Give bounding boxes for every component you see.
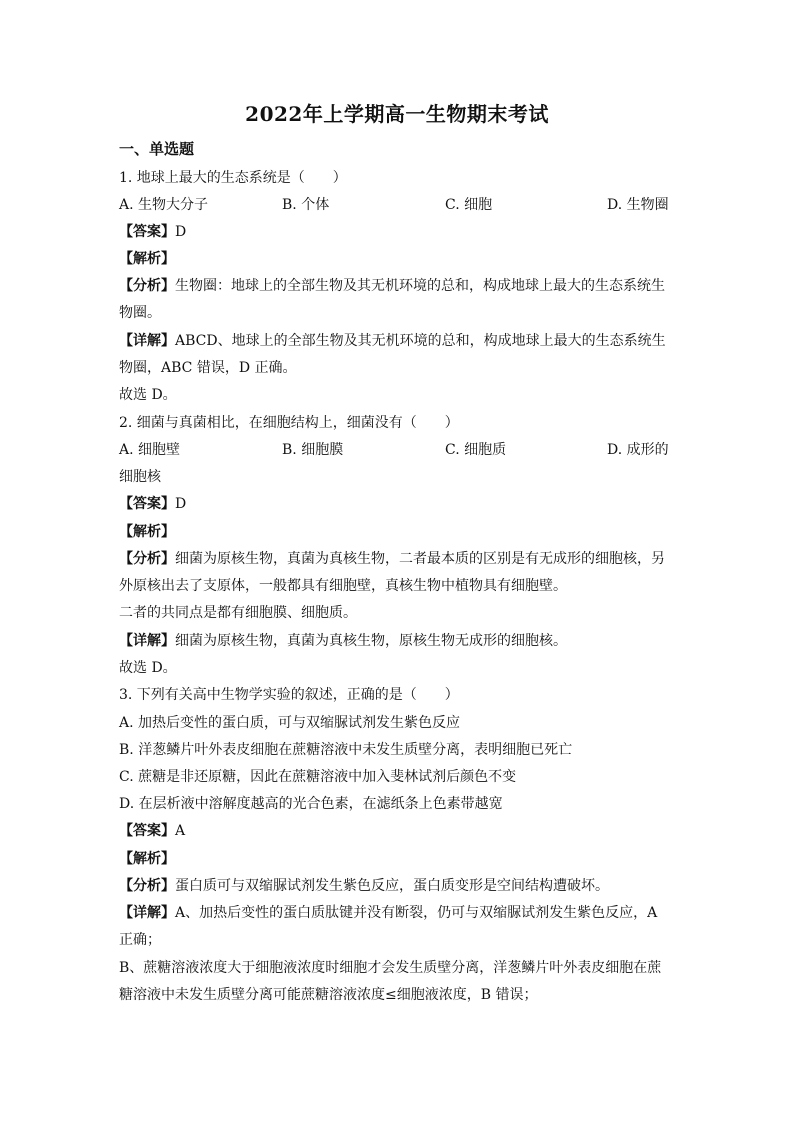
q3-jiexi: 【解析】 [119,851,175,867]
q2-option-b: B. 细胞膜 [282,442,344,458]
answer-value: D [175,224,187,240]
q1-option-d: D. 生物圈 [607,197,669,213]
q3-option-b: B. 洋葱鳞片叶外表皮细胞在蔗糖溶液中未发生质壁分离，表明细胞已死亡 [119,742,573,758]
answer-value: D [175,496,187,512]
q1-xiangjie [119,331,666,351]
xiangjie-tag: 【详解】 [119,633,175,649]
q2-xiangjie [119,631,567,651]
q2-option-d: D. 成形的 [607,442,669,458]
xiangjie-text: 细菌为原核生物，真菌为真核生物，原核生物无成形的细胞核。 [175,633,567,649]
q1-conclusion: 故选 D。 [119,387,177,403]
q1-fenxi [119,276,665,296]
q1-jiexi: 【解析】 [119,251,175,267]
fenxi-tag: 【分析】 [119,278,175,294]
fenxi-tag: 【分析】 [119,878,175,894]
q2-stem: 2. 细菌与真菌相比，在细胞结构上，细菌没有（ ） [119,415,459,431]
q3-xiangjie [119,903,657,923]
q2-option-d-cont: 细胞核 [119,469,161,485]
xiangjie-text: A、加热后变性的蛋白质肽键并没有断裂，仍可与双缩脲试剂发生紫色反应，A [175,905,658,921]
q1-stem: 1. 地球上最大的生态系统是（ ） [119,170,347,186]
q3-fenxi [119,876,609,896]
q3-xiangjie-b-cont: 糖溶液中未发生质壁分离可能蔗糖溶液浓度≤细胞液浓度，B 错误； [119,987,538,1003]
q1-xiangjie-cont: 物圈，ABC 错误，D 正确。 [119,360,297,376]
q3-xiangjie-cont: 正确； [119,932,161,948]
q2-option-a: A. 细胞壁 [119,442,181,458]
fenxi-text: 细菌为原核生物，真菌为真核生物，二者最本质的区别是有无成形的细胞核，另 [175,551,665,567]
q1-option-b: B. 个体 [282,197,330,213]
section-heading: 一、单选题 [119,140,195,158]
answer-tag: 【答案】 [119,823,175,839]
q2-jiexi: 【解析】 [119,524,175,540]
xiangjie-tag: 【详解】 [119,905,175,921]
fenxi-text: 蛋白质可与双缩脲试剂发生紫色反应，蛋白质变形是空间结构遭破坏。 [175,878,609,894]
q2-fenxi-cont: 外原核出去了支原体，一般都具有细胞壁，真核生物中植物具有细胞壁。 [119,578,567,594]
q3-answer [119,821,185,841]
q3-option-c: C. 蔗糖是非还原糖，因此在蔗糖溶液中加入斐林试剂后颜色不变 [119,769,517,785]
q2-option-c: C. 细胞质 [445,442,507,458]
q2-answer [119,494,186,514]
q2-conclusion: 故选 D。 [119,660,177,676]
q3-option-d: D. 在层析液中溶解度越高的光合色素，在滤纸条上色素带越宽 [119,796,503,812]
fenxi-text: 生物圈：地球上的全部生物及其无机环境的总和，构成地球上最大的生态系统生 [175,278,665,294]
q1-option-a: A. 生物大分子 [119,197,209,213]
answer-tag: 【答案】 [119,496,175,512]
answer-tag: 【答案】 [119,224,175,240]
q2-fenxi [119,549,665,569]
q1-option-c: C. 细胞 [445,197,493,213]
answer-value: A [175,823,186,839]
xiangjie-text: ABCD、地球上的全部生物及其无机环境的总和，构成地球上最大的生态系统生 [175,333,666,349]
page-title: 2022年上学期高一生物期末考试 [245,102,549,126]
q2-fenxi-cont2: 二者的共同点是都有细胞膜、细胞质。 [119,605,357,621]
fenxi-tag: 【分析】 [119,551,175,567]
q1-fenxi-cont: 物圈。 [119,305,161,321]
q3-xiangjie-b: B、蔗糖溶液浓度大于细胞液浓度时细胞才会发生质壁分离，洋葱鳞片叶外表皮细胞在蔗 [119,960,662,976]
q3-option-a: A. 加热后变性的蛋白质，可与双缩脲试剂发生紫色反应 [119,715,461,731]
xiangjie-tag: 【详解】 [119,333,175,349]
q1-answer [119,222,186,242]
q3-stem: 3. 下列有关高中生物学实验的叙述，正确的是（ ） [119,687,459,703]
